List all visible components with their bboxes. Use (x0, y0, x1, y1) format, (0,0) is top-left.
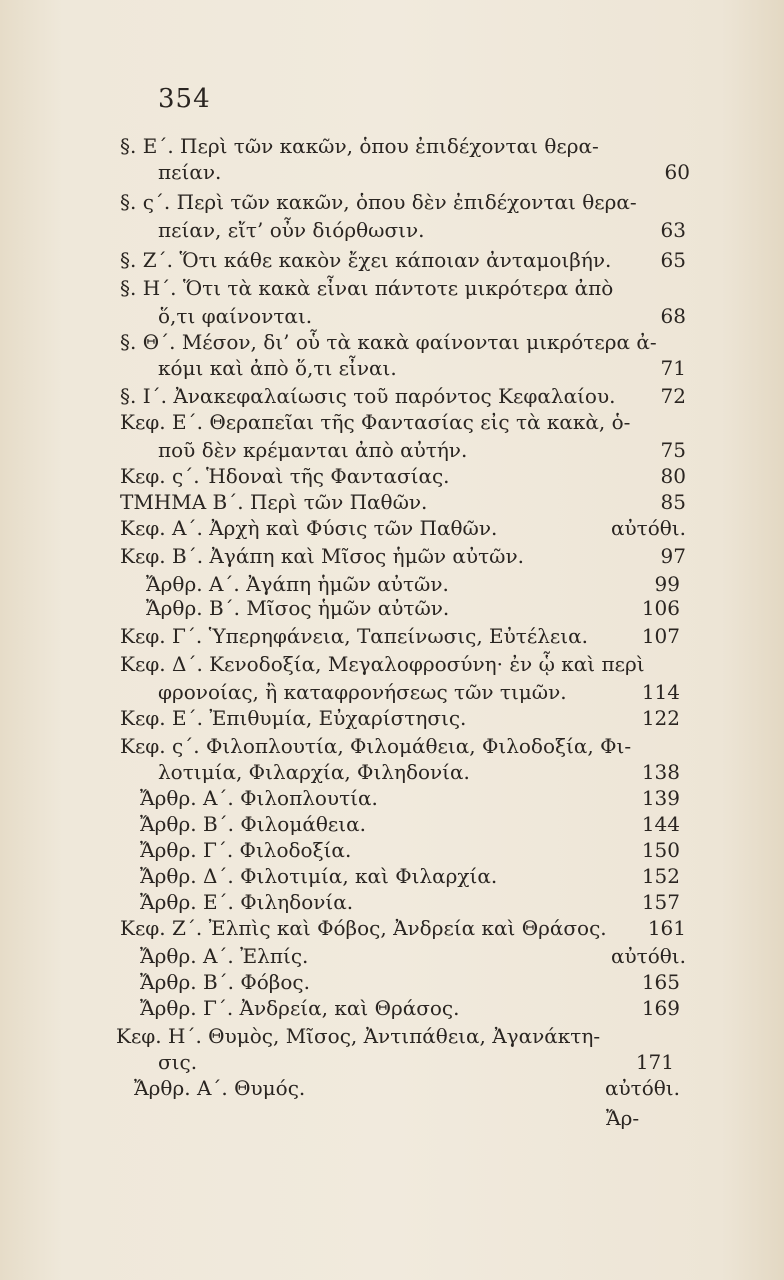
toc-text: ποῦ δὲν κρέμανται ἀπὸ αὐτήν. (158, 438, 468, 462)
toc-text: Ἄρθρ. Γ΄. Ἀνδρεία, καὶ Θράσος. (140, 996, 460, 1020)
toc-entry (146, 572, 680, 596)
toc-text: Ἄρθρ. Α΄. Ἀγάπη ἡμῶν αὐτῶν. (146, 572, 449, 596)
toc-page: 171 (635, 1050, 674, 1074)
catchword: Ἄρ- (606, 1106, 640, 1130)
toc-text: Κεφ. Δ΄. Κενοδοξία, Μεγαλοφροσύνη· ἐν ᾧ καὶ περὶ (120, 652, 645, 676)
toc-entry (146, 596, 680, 620)
toc-page: 72 (660, 384, 686, 408)
toc-page: 150 (641, 838, 680, 862)
toc-page: 114 (641, 680, 680, 704)
toc-text: κόμι καὶ ἀπὸ ὅ,τι εἶναι. (158, 356, 397, 380)
toc-text: Ἄρθρ. Ε΄. Φιληδονία. (140, 890, 354, 914)
toc-text: φρονοίας, ἢ καταφρονήσεως τῶν τιμῶν. (158, 680, 567, 704)
toc-page: 75 (660, 438, 686, 462)
toc-entry (140, 864, 680, 888)
toc-entry (120, 134, 680, 158)
toc-entry (158, 160, 690, 184)
toc-text: Κεφ. Γ΄. Ὑπερηφάνεια, Ταπείνωσις, Εὐτέλεια. (120, 624, 588, 648)
toc-page: 122 (641, 706, 680, 730)
toc-text: Ἄρθρ. Β΄. Φόβος. (140, 970, 310, 994)
toc-text: πείαν. (158, 160, 222, 184)
toc-page: 60 (664, 160, 690, 184)
toc-page: 152 (641, 864, 680, 888)
toc-page: 165 (641, 970, 680, 994)
toc-text: λοτιμία, Φιλαρχία, Φιληδονία. (158, 760, 470, 784)
toc-entry (158, 1050, 674, 1074)
toc-page: αὐτόθι. (610, 516, 686, 540)
toc-entry (116, 1024, 680, 1048)
toc-entry (120, 248, 686, 272)
toc-entry (120, 276, 680, 300)
toc-entry (140, 970, 680, 994)
toc-entry (120, 652, 680, 676)
toc-entry (120, 516, 686, 540)
toc-entry (120, 624, 680, 648)
toc-page: 106 (641, 596, 680, 620)
toc-entry (120, 410, 680, 434)
toc-page: 157 (641, 890, 680, 914)
toc-entry (140, 996, 680, 1020)
toc-entry (120, 734, 680, 758)
toc-text: Ἄρθρ. Α΄. Ἐλπίς. (140, 944, 309, 968)
toc-page: 80 (660, 464, 686, 488)
toc-entry (158, 760, 680, 784)
toc-entry (134, 1076, 680, 1100)
toc-text: ΤΜΗΜΑ Β΄. Περὶ τῶν Παθῶν. (120, 490, 428, 514)
toc-entry (120, 384, 686, 408)
toc-entry (120, 330, 680, 354)
toc-text: Κεφ. Ε΄. Θεραπεῖαι τῆς Φαντασίας εἰς τὰ κακὰ, ὁ- (120, 410, 631, 434)
toc-entry (120, 190, 680, 214)
toc-text: §. Ι΄. Ἀνακεφαλαίωσις τοῦ παρόντος Κεφαλαίου. (120, 384, 616, 408)
toc-text: Ἄρθρ. Β΄. Μῖσος ἡμῶν αὐτῶν. (146, 596, 450, 620)
toc-text: Ἄρθρ. Γ΄. Φιλοδοξία. (140, 838, 352, 862)
toc-page: 97 (660, 544, 686, 568)
toc-text: §. ς΄. Περὶ τῶν κακῶν, ὁπου δὲν ἐπιδέχονται θερα- (120, 190, 637, 214)
toc-entry (120, 706, 680, 730)
toc-entry (158, 680, 680, 704)
toc-page: αὐτόθι. (610, 944, 686, 968)
toc-text: Ἄρθρ. Δ΄. Φιλοτιμία, καὶ Φιλαρχία. (140, 864, 498, 888)
toc-text: Κεφ. Η΄. Θυμὸς, Μῖσος, Ἀντιπάθεια, Ἀγανάκτη- (116, 1024, 601, 1048)
toc-entry (120, 490, 686, 514)
toc-text: Ἄρθρ. Α΄. Θυμός. (134, 1076, 306, 1100)
toc-text: §. Θ΄. Μέσον, δι’ οὗ τὰ κακὰ φαίνονται μικρότερα ἀ- (120, 330, 657, 354)
toc-entry (158, 304, 686, 328)
toc-text: Ἄρθρ. Α΄. Φιλοπλουτία. (140, 786, 378, 810)
toc-entry (158, 356, 686, 380)
toc-page: 161 (647, 916, 686, 940)
toc-entry (140, 838, 680, 862)
toc-entry (140, 944, 686, 968)
toc-text: Κεφ. Β΄. Ἀγάπη καὶ Μῖσος ἡμῶν αὐτῶν. (120, 544, 524, 568)
toc-page: 138 (641, 760, 680, 784)
toc-text: §. Ε΄. Περὶ τῶν κακῶν, ὁπου ἐπιδέχονται θερα- (120, 134, 599, 158)
toc-page: 65 (660, 248, 686, 272)
toc-entry (140, 786, 680, 810)
toc-entry (120, 544, 686, 568)
toc-page: 169 (641, 996, 680, 1020)
toc-page: 107 (641, 624, 680, 648)
toc-text: §. Ζ΄. Ὅτι κάθε κακὸν ἔχει κάποιαν ἀνταμοιβήν. (120, 248, 612, 272)
toc-page: 99 (654, 572, 680, 596)
toc-text: §. Η΄. Ὅτι τὰ κακὰ εἶναι πάντοτε μικρότερα ἀπὸ (120, 276, 614, 300)
toc-page: 71 (660, 356, 686, 380)
toc-entry (158, 438, 686, 462)
toc-text: πείαν, εἴτ’ οὖν διόρθωσιν. (158, 218, 425, 242)
toc-entry (140, 890, 680, 914)
toc-text: Κεφ. Ζ΄. Ἐλπὶς καὶ Φόβος, Ἀνδρεία καὶ Θράσος. (120, 916, 607, 940)
toc-text: Κεφ. Ε΄. Ἐπιθυμία, Εὐχαρίστησις. (120, 706, 467, 730)
toc-entry (120, 916, 686, 940)
toc-page: 63 (660, 218, 686, 242)
page-number: 354 (158, 84, 211, 114)
toc-page: 144 (641, 812, 680, 836)
toc-text: Κεφ. ς΄. Φιλοπλουτία, Φιλομάθεια, Φιλοδοξία, Φι- (120, 734, 632, 758)
toc-entry (120, 464, 686, 488)
toc-text: ὅ,τι φαίνονται. (158, 304, 313, 328)
toc-page: αὐτόθι. (604, 1076, 680, 1100)
toc-text: Κεφ. Α΄. Ἀρχὴ καὶ Φύσις τῶν Παθῶν. (120, 516, 498, 540)
toc-entry (140, 812, 680, 836)
toc-text: Κεφ. ς΄. Ἡδοναὶ τῆς Φαντασίας. (120, 464, 450, 488)
toc-entry (158, 218, 686, 242)
toc-page: 139 (641, 786, 680, 810)
toc-page: 85 (660, 490, 686, 514)
toc-page: 68 (660, 304, 686, 328)
toc-text: Ἄρθρ. Β΄. Φιλομάθεια. (140, 812, 366, 836)
toc-text: σις. (158, 1050, 198, 1074)
